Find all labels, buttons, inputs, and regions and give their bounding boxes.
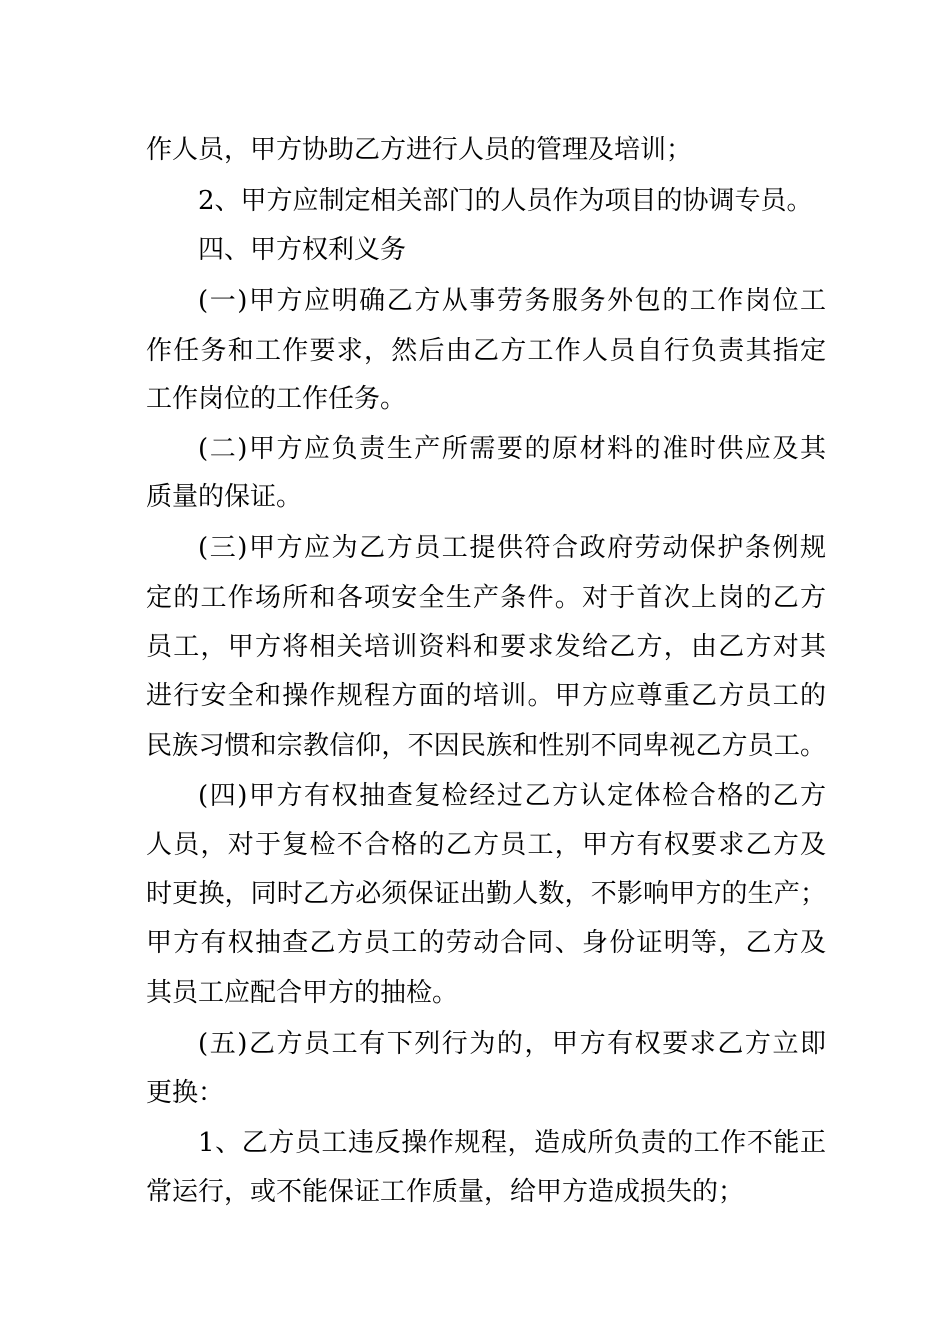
text-line: 时更换，同时乙方必须保证出勤人数，不影响甲方的生产； <box>146 879 826 909</box>
text-line: 员工，甲方将相关培训资料和要求发给乙方，由乙方对其 <box>146 632 826 662</box>
text-line: 民族习惯和宗教信仰，不因民族和性别不同卑视乙方员工。 <box>146 731 826 761</box>
text-line: 1、乙方员工违反操作规程，造成所负责的工作不能正 <box>198 1128 826 1158</box>
text-line: 更换： <box>146 1078 225 1108</box>
text-line: 进行安全和操作规程方面的培训。甲方应尊重乙方员工的 <box>146 681 826 711</box>
text-line: 人员，对于复检不合格的乙方员工，甲方有权要求乙方及 <box>146 830 826 860</box>
text-line: 工作岗位的工作任务。 <box>146 384 407 414</box>
text-line: 其员工应配合甲方的抽检。 <box>146 978 459 1008</box>
text-line: 定的工作场所和各项安全生产条件。对于首次上岗的乙方 <box>146 583 826 613</box>
text-line: 甲方有权抽查乙方员工的劳动合同、身份证明等，乙方及 <box>146 928 826 958</box>
text-line: 2、甲方应制定相关部门的人员作为项目的协调专员。 <box>198 186 813 216</box>
text-line: (四)甲方有权抽查复检经过乙方认定体检合格的乙方 <box>198 781 826 811</box>
text-line: 常运行，或不能保证工作质量，给甲方造成损失的； <box>146 1177 745 1207</box>
section-heading: 四、甲方权利义务 <box>198 235 407 265</box>
text-line: (五)乙方员工有下列行为的，甲方有权要求乙方立即 <box>198 1029 826 1059</box>
text-line: 作任务和工作要求，然后由乙方工作人员自行负责其指定 <box>146 336 826 366</box>
text-line: (二)甲方应负责生产所需要的原材料的准时供应及其 <box>198 434 826 464</box>
text-line: (一)甲方应明确乙方从事劳务服务外包的工作岗位工 <box>198 286 826 316</box>
text-line: 质量的保证。 <box>146 482 303 512</box>
text-line: 作人员，甲方协助乙方进行人员的管理及培训； <box>146 135 693 165</box>
text-line: (三)甲方应为乙方员工提供符合政府劳动保护条例规 <box>198 533 826 563</box>
